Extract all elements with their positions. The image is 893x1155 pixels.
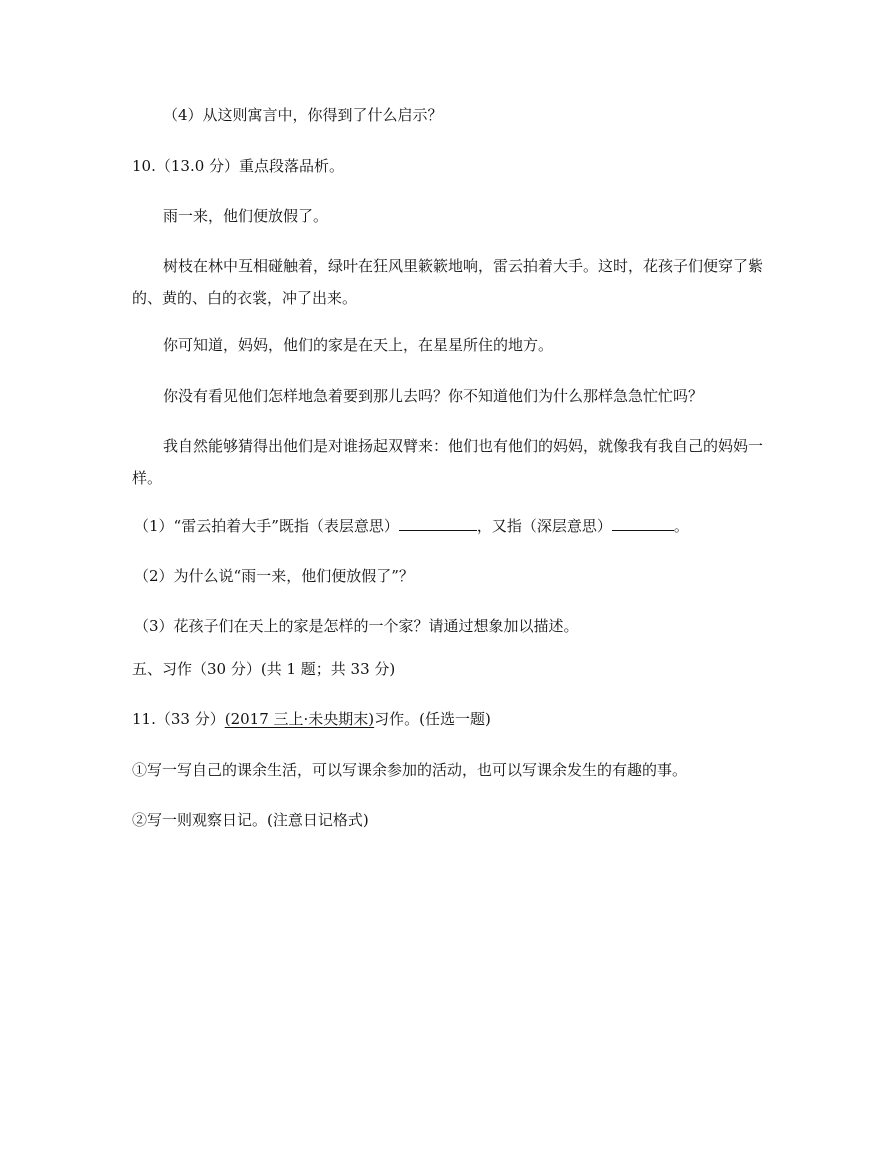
question-11-source-link[interactable]: (2017 三上·未央期末) [224, 710, 375, 728]
sub-question-1-part-a: （1）“雷云拍着大手”既指（表层意思） [134, 517, 399, 535]
passage-paragraph-5: 我自然能够猜得出他们是对谁扬起双臂来：他们也有他们的妈妈，就像我有我自己的妈妈一样。 [132, 437, 764, 487]
sub-question-2: （2）为什么说“雨一来，他们便放假了”？ [134, 567, 414, 585]
question-9-4: （4）从这则寓言中，你得到了什么启示？ [163, 106, 443, 124]
sub-question-1 [134, 516, 689, 536]
passage-paragraph-2: 树枝在林中互相碰触着，绿叶在狂风里簌簌地响，雷云拍着大手。这时，花孩子们便穿了紫的、黄的、白的衣裳，冲了出来。 [132, 257, 764, 307]
passage-paragraph-1: 雨一来，他们便放假了。 [163, 207, 329, 225]
passage-paragraph-3: 你可知道，妈妈，他们的家是在天上，在星星所住的地方。 [163, 336, 554, 354]
sub-question-1-part-c: 。 [673, 517, 689, 535]
question-11-header [132, 709, 491, 729]
sub-question-3: （3）花孩子们在天上的家是怎样的一个家？请通过想象加以描述。 [134, 617, 579, 635]
question-11-option-1: ①写一写自己的课余生活，可以写课余参加的活动，也可以写课余发生的有趣的事。 [132, 761, 688, 779]
answer-blank-2[interactable] [612, 516, 674, 531]
answer-blank-1[interactable] [399, 516, 477, 531]
passage-paragraph-4: 你没有看见他们怎样地急着要到那儿去吗？你不知道他们为什么那样急急忙忙吗？ [163, 387, 704, 405]
question-11-option-2: ②写一则观察日记。(注意日记格式) [132, 811, 369, 829]
sub-question-1-part-b: ，又指（深层意思） [476, 517, 612, 535]
question-11-prefix: 11.（33 分） [132, 710, 225, 728]
question-10-header: 10.（13.0 分）重点段落品析。 [132, 157, 345, 175]
section-5-heading: 五、习作（30 分）(共 1 题；共 33 分) [132, 660, 396, 678]
question-11-suffix: 习作。(任选一题) [374, 710, 491, 728]
